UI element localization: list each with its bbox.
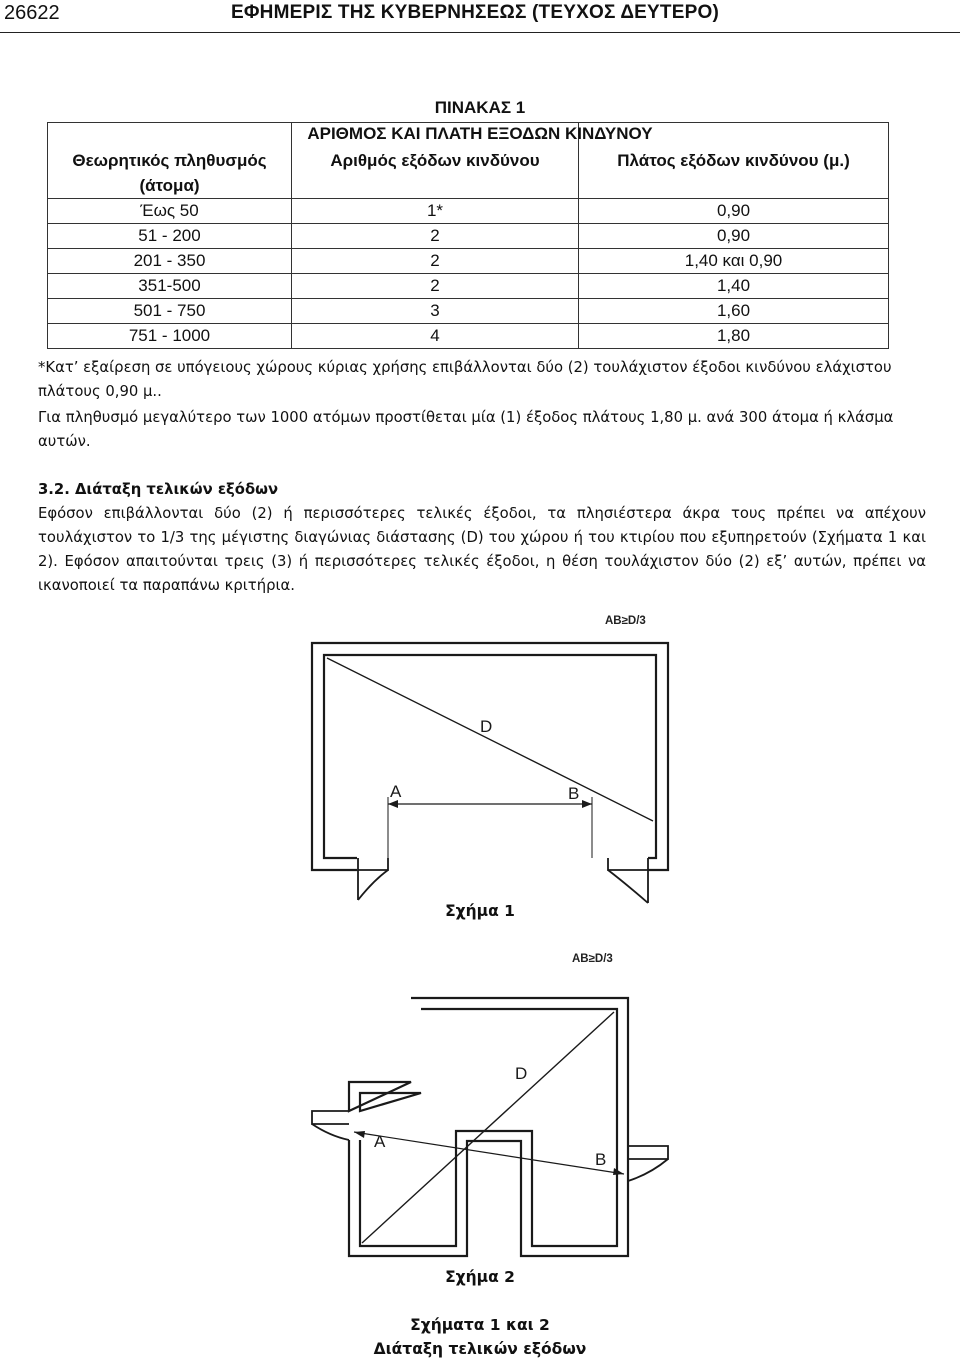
exits-table [47, 122, 889, 349]
cell-population: 751 - 1000 [48, 324, 292, 349]
table-note-basement: *Κατ’ εξαίρεση σε υπόγειους χώρους κύριας χρήσης επιβάλλονται δύο (2) τουλάχιστον έξοδοι κινδύνου ελάχιστου πλάτους 0,90 μ.. [38, 359, 892, 400]
cell-exit-width: 1,40 και 0,90 [579, 249, 889, 274]
cell-population: Έως 50 [48, 199, 292, 224]
fig2-diagonal-d [362, 1012, 614, 1243]
cell-exit-width: 1,60 [579, 299, 889, 324]
header-rule [0, 32, 960, 33]
cell-exit-width: 0,90 [579, 199, 889, 224]
cell-exit-count: 4 [292, 324, 579, 349]
fig1-label-d: D [480, 717, 493, 736]
table-note-large-population: Για πληθυσμό μεγαλύτερο των 1000 ατόμων προστίθεται μία (1) έξοδος πλάτους 1,80 μ. ανά 300 άτομα ή κλάσμα αυτών. [38, 409, 894, 450]
fig2-door-a-swing [312, 1124, 349, 1140]
figure-1-diagram [0, 605, 960, 905]
table-row [48, 224, 889, 249]
table-row [48, 249, 889, 274]
cell-population: 201 - 350 [48, 249, 292, 274]
figure-1-rule-label: AB≥D/3 [605, 615, 646, 627]
figure-2-rule-label: AB≥D/3 [572, 953, 613, 965]
gazette-title: ΕΦΗΜΕΡΙΣ ΤΗΣ ΚΥΒΕΡΝΗΣΕΩΣ (ΤΕΥΧΟΣ ΔΕΥΤΕΡΟ) [231, 2, 719, 23]
col-header-exit-width: Πλάτος εξόδων κινδύνου (μ.) [579, 123, 889, 199]
fig2-arrow-right [613, 1168, 624, 1175]
figure-2-caption: Σχήμα 2 [445, 1268, 515, 1286]
fig2-door-b-swing [628, 1159, 668, 1181]
fig1-arrow-left [388, 800, 398, 808]
table-row [48, 299, 889, 324]
table-row [48, 324, 889, 349]
col-header-population: Θεωρητικός πληθυσμός (άτομα) [48, 123, 292, 199]
cell-exit-count: 2 [292, 224, 579, 249]
fig2-door-a-leaf [312, 1111, 349, 1124]
cell-population: 51 - 200 [48, 224, 292, 249]
table-row [48, 199, 889, 224]
fig1-door-b-swing [608, 870, 648, 903]
fig1-label-a: A [390, 782, 402, 801]
fig2-ab-dimension-line [354, 1132, 624, 1174]
fig1-label-b: B [568, 784, 580, 803]
table-row [48, 274, 889, 299]
fig2-door-b-leaf [628, 1146, 668, 1159]
cell-population: 351-500 [48, 274, 292, 299]
page-number: 26622 [4, 2, 60, 24]
page-header [0, 0, 960, 34]
fig1-inner-wall [324, 655, 656, 858]
fig1-door-a-frame [358, 858, 388, 870]
fig2-label-a: A [374, 1132, 386, 1151]
section-body: Εφόσον επιβάλλονται δύο (2) ή περισσότερες τελικές έξοδοι, τα πλησιέστερα άκρα τους πρέπει να απέχουν τουλάχιστον το 1/3 της μέγιστης διαγώνιας διάστασης (D) του χώρου ή του κτιρίου που εξυπηρετούν (Σχήματα 1 και 2). Εφόσον απαιτούνται τρεις (3) ή περισσότερες τελικές έξοδοι, η θέση τουλάχιστον δύο (2) εξ’ αυτών, πρέπει να ικανοποιεί τα παραπάνω κριτήρια. [38, 505, 926, 594]
cell-exit-count: 2 [292, 249, 579, 274]
figure-1-caption: Σχήμα 1 [445, 902, 515, 920]
fig2-label-b: B [595, 1150, 607, 1169]
cell-exit-count: 1* [292, 199, 579, 224]
figure-2-diagram [0, 946, 960, 1266]
cell-exit-width: 0,90 [579, 224, 889, 249]
figures-subcaption: Διάταξη τελικών εξόδων [373, 1340, 587, 1358]
table-subtitle: ΑΡΙΘΜΟΣ ΚΑΙ ΠΛΑΤΗ ΕΞΟΔΩΝ ΚΙΝΔΥΝΟΥ [307, 124, 653, 143]
cell-exit-width: 1,40 [579, 274, 889, 299]
figures-caption: Σχήματα 1 και 2 [410, 1316, 550, 1334]
col-header-exit-count: Αριθμός εξόδων κινδύνου [292, 123, 579, 199]
fig1-arrow-right [582, 800, 592, 808]
fig1-door-a-swing [358, 870, 388, 900]
section-exit-layout [38, 478, 926, 598]
fig2-label-d: D [515, 1064, 528, 1083]
fig1-door-b-frame [608, 858, 648, 870]
cell-exit-width: 1,80 [579, 324, 889, 349]
cell-exit-count: 2 [292, 274, 579, 299]
section-heading: 3.2. Διάταξη τελικών εξόδων [38, 481, 279, 498]
table-title: ΠΙΝΑΚΑΣ 1 [434, 98, 526, 117]
cell-population: 501 - 750 [48, 299, 292, 324]
fig2-arrow-left [354, 1131, 365, 1138]
cell-exit-count: 3 [292, 299, 579, 324]
fig1-diagonal-d [327, 658, 653, 821]
